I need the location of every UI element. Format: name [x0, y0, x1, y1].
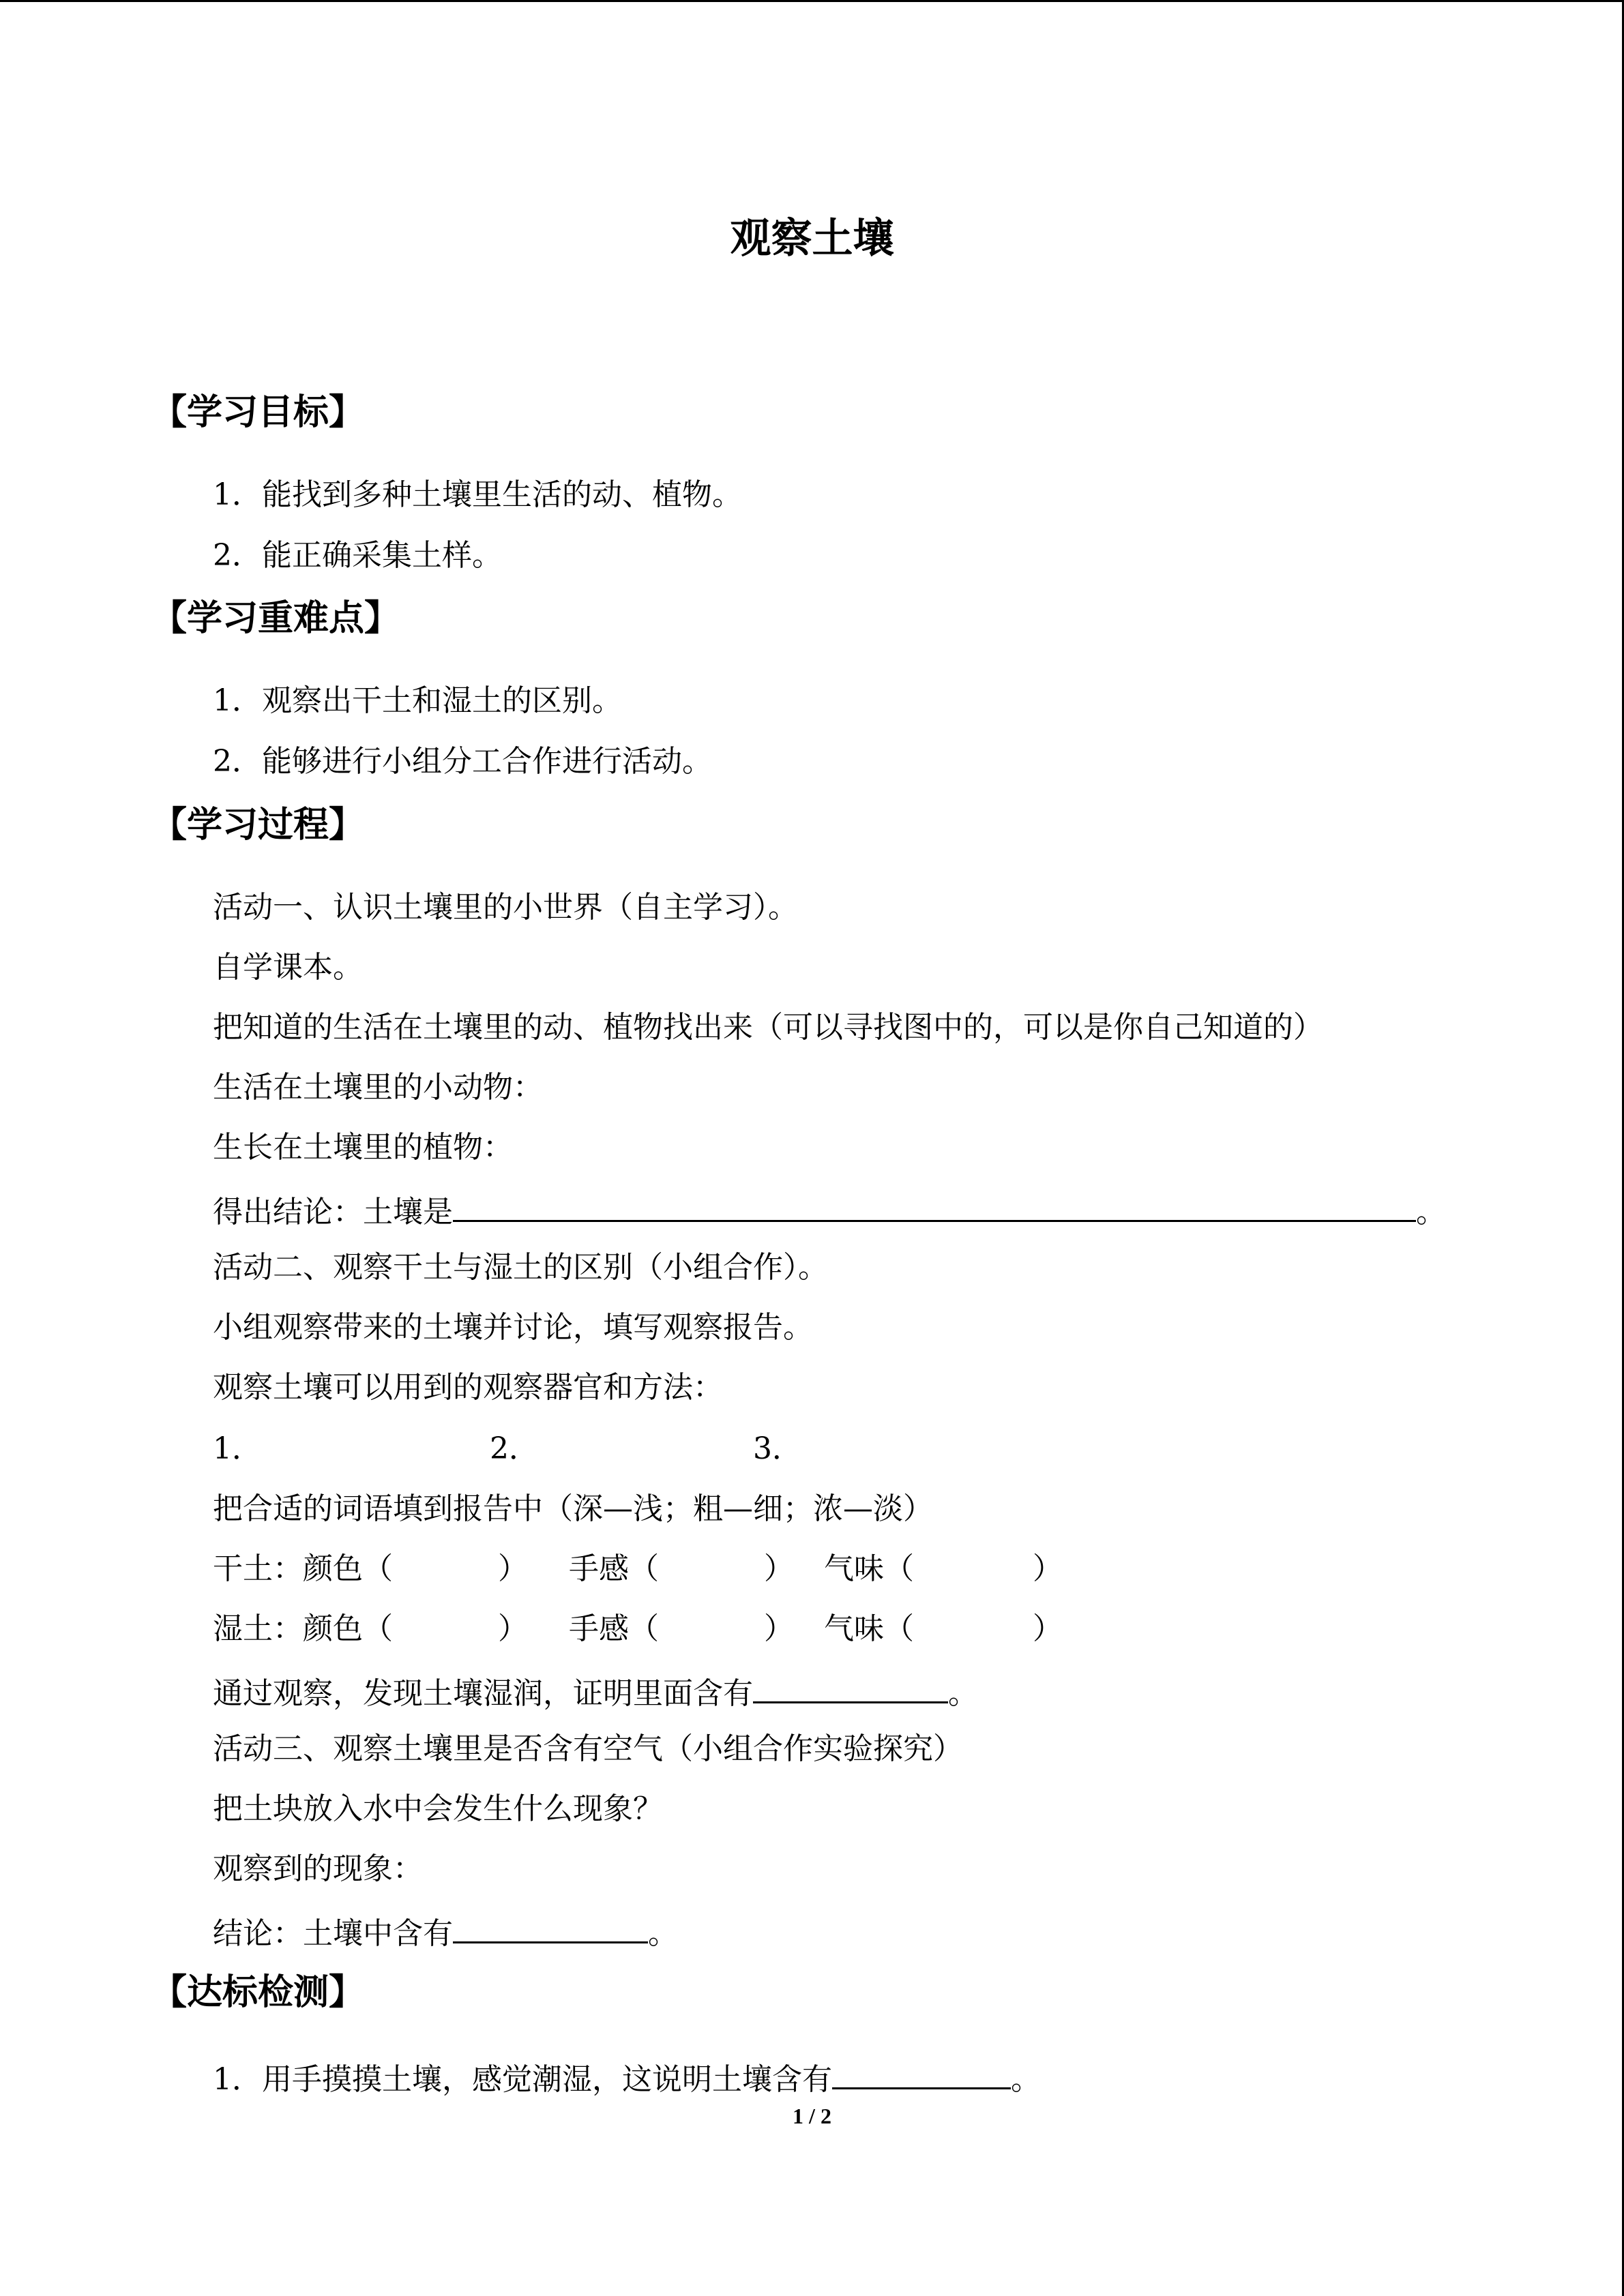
conclusion-three-line — [213, 1909, 678, 1954]
moisture-prefix: 通过观察，发现土壤湿润，证明里面含有 — [213, 1676, 753, 1711]
section-heading-process: 【学习过程】 — [151, 805, 365, 846]
conclusion-three-blank[interactable] — [453, 1909, 648, 1943]
dry-soil-color-label: 干土：颜色（ — [213, 1551, 393, 1586]
dry-soil-smell-label: 气味（ — [824, 1551, 914, 1586]
plants-label: 生长在土壤里的植物： — [213, 1130, 513, 1165]
method-number-1: 1． — [213, 1431, 262, 1466]
phenomenon-label: 观察到的现象： — [213, 1851, 423, 1886]
section-heading-goals: 【学习目标】 — [151, 392, 365, 433]
animals-label: 生活在土壤里的小动物： — [213, 1070, 543, 1105]
page-number: 1 / 2 — [793, 2104, 831, 2128]
key-point-item-2: 2．能够进行小组分工合作进行活动。 — [213, 744, 712, 779]
moisture-blank[interactable] — [753, 1669, 948, 1703]
section-heading-test: 【达标检测】 — [151, 1972, 365, 2013]
activity-three-title: 活动三、观察土壤里是否含有空气（小组合作实验探究） — [213, 1731, 963, 1766]
conclusion-three-prefix: 结论：土壤中含有 — [213, 1916, 453, 1951]
wet-soil-touch-label: 手感（ — [569, 1611, 659, 1646]
key-point-item-1: 1．观察出干土和湿土的区别。 — [213, 683, 622, 718]
self-study-text: 自学课本。 — [213, 950, 363, 985]
method-number-3: 3． — [753, 1431, 802, 1466]
conclusion-one-suffix: 。 — [1416, 1195, 1446, 1229]
goal-item-1: 1．能找到多种土壤里生活的动、植物。 — [213, 477, 742, 512]
dry-soil-color-close: ） — [498, 1551, 528, 1586]
moisture-conclusion-line — [213, 1669, 978, 1714]
wet-soil-color-close: ） — [498, 1611, 528, 1646]
wet-soil-smell-close: ） — [1033, 1611, 1063, 1646]
page-title: 观察土壤 — [730, 215, 894, 263]
dry-soil-touch-close: ） — [764, 1551, 794, 1586]
method-numbers-row — [213, 1429, 802, 1470]
activity-one-title: 活动一、认识土壤里的小世界（自主学习）。 — [213, 890, 798, 925]
wet-soil-color-label: 湿土：颜色（ — [213, 1611, 393, 1646]
group-observe-text: 小组观察带来的土壤并讨论，填写观察报告。 — [213, 1310, 813, 1345]
find-instruction: 把知道的生活在土壤里的动、植物找出来（可以寻找图中的，可以是你自己知道的） — [213, 1010, 1323, 1045]
wet-soil-row — [213, 1609, 1063, 1650]
method-number-2: 2． — [490, 1431, 539, 1466]
section-heading-key-points: 【学习重难点】 — [151, 598, 400, 639]
conclusion-one-prefix: 得出结论：土壤是 — [213, 1195, 453, 1229]
moisture-suffix: 。 — [948, 1676, 978, 1711]
conclusion-three-suffix: 。 — [648, 1916, 678, 1951]
activity-two-title: 活动二、观察干土与湿土的区别（小组合作）。 — [213, 1250, 828, 1285]
fill-instruction: 把合适的词语填到报告中（深—浅；粗—细；浓—淡） — [213, 1491, 933, 1526]
conclusion-one-blank[interactable] — [453, 1187, 1416, 1222]
dry-soil-touch-label: 手感（ — [569, 1551, 659, 1586]
dry-soil-smell-close: ） — [1033, 1551, 1063, 1586]
test-question-1 — [213, 2055, 1041, 2100]
water-question: 把土块放入水中会发生什么现象？ — [213, 1791, 663, 1826]
conclusion-one-line — [213, 1187, 1446, 1233]
test-question-1-blank[interactable] — [832, 2055, 1011, 2089]
page-border-top — [0, 0, 1624, 2]
test-question-1-suffix: 。 — [1011, 2062, 1041, 2097]
wet-soil-touch-close: ） — [764, 1611, 794, 1646]
goal-item-2: 2．能正确采集土样。 — [213, 538, 502, 573]
dry-soil-row — [213, 1549, 1063, 1590]
test-question-1-prefix: 1．用手摸摸土壤，感觉潮湿，这说明土壤含有 — [213, 2062, 832, 2097]
wet-soil-smell-label: 气味（ — [824, 1611, 914, 1646]
methods-label: 观察土壤可以用到的观察器官和方法： — [213, 1370, 723, 1405]
